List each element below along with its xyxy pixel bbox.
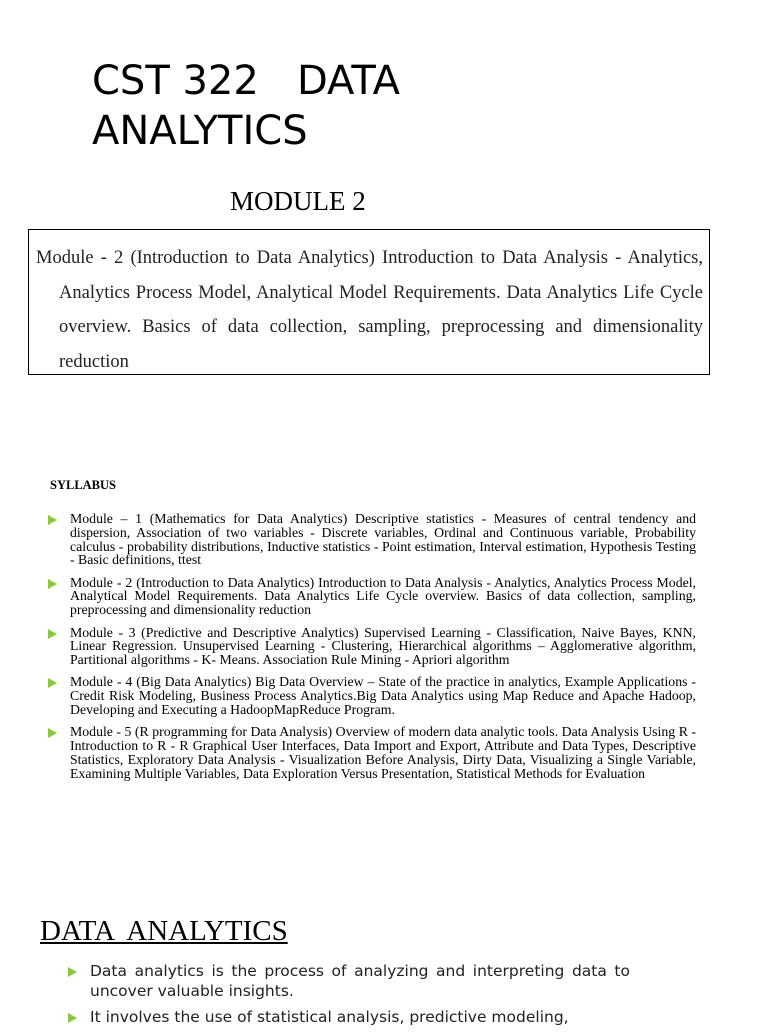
data-analytics-heading: DATA ANALYTICS (40, 915, 288, 947)
list-item-text: It involves the use of statistical analysis, predictive modeling, (90, 1008, 569, 1026)
arrow-bullet-icon (68, 1013, 77, 1023)
list-item (46, 725, 696, 780)
module-subtitle: MODULE 2 (230, 186, 366, 216)
arrow-bullet-icon (48, 515, 57, 525)
arrow-bullet-icon (48, 579, 57, 589)
list-item (46, 512, 696, 567)
list-item (46, 675, 696, 716)
list-item-text: Module - 4 (Big Data Analytics) Big Data Overview – State of the practice in analytics, Example Applications - Credit Risk Modeling, Business Process Analytics.Big Data Analytics using Map Reduce and Apache Hadoop, Developing and Executing a HadoopMapReduce Program. (70, 674, 696, 718)
arrow-bullet-icon (48, 728, 57, 738)
page-title: CST 322 DATA ANALYTICS (92, 58, 413, 154)
list-item-text: Module - 5 (R programming for Data Analysis) Overview of modern data analytic tools. Data Analysis Using R - Introduction to R - R Graphical User Interfaces, Data Import and Export, Attribute and Data Types, Descriptive Statistics, Exploratory Data Analysis - Visualization Before Analysis, Dirty Data, Visualizing a Single Variable, Examining Multiple Variables, Data Exploration Versus Presentation, Statistical Methods for Evaluation (70, 724, 696, 781)
list-item (46, 626, 696, 667)
module-description-box: Module - 2 (Introduction to Data Analytics) Introduction to Data Analysis - Analytics, Analytics Process Model, Analytical Model Requirements. Data Analytics Life Cycle overview. Basics of data collection, sampling, preprocessing and dimensionality reduction (28, 229, 710, 375)
list-item (46, 576, 696, 617)
list-item-text: Module - 2 (Introduction to Data Analytics) Introduction to Data Analysis - Analytics, Analytics Process Model, Analytical Model Requirements. Data Analytics Life Cycle overview. Basics of data collection, sampling, preprocessing and dimensionality reduction (70, 574, 696, 618)
list-item-text: Module – 1 (Mathematics for Data Analytics) Descriptive statistics - Measures of central tendency and dispersion, Association of two variables - Discrete variables, Ordinal and Continuous variable, Probability calculus - probability distributions, Inductive statistics - Point estimation, Interval estimation, Hypothesis Testing - Basic definitions, ttest (70, 511, 696, 568)
list-item-text: Module - 3 (Predictive and Descriptive Analytics) Supervised Learning - Classification, Naive Bayes, KNN, Linear Regression. Unsupervised Learning - Clustering, Hierarchical algorithms – Agglomerative algorithm, Partitional algorithms - K- Means. Association Rule Mining - Apriori algorithm (70, 624, 696, 668)
arrow-bullet-icon (48, 678, 57, 688)
syllabus-list (46, 512, 696, 789)
arrow-bullet-icon (68, 967, 77, 977)
syllabus-heading: SYLLABUS (50, 478, 116, 492)
list-item (68, 962, 630, 1001)
list-item-text: Data analytics is the process of analyzing and interpreting data to uncover valuable insights. (90, 962, 630, 1000)
list-item (68, 1008, 630, 1028)
arrow-bullet-icon (48, 629, 57, 639)
